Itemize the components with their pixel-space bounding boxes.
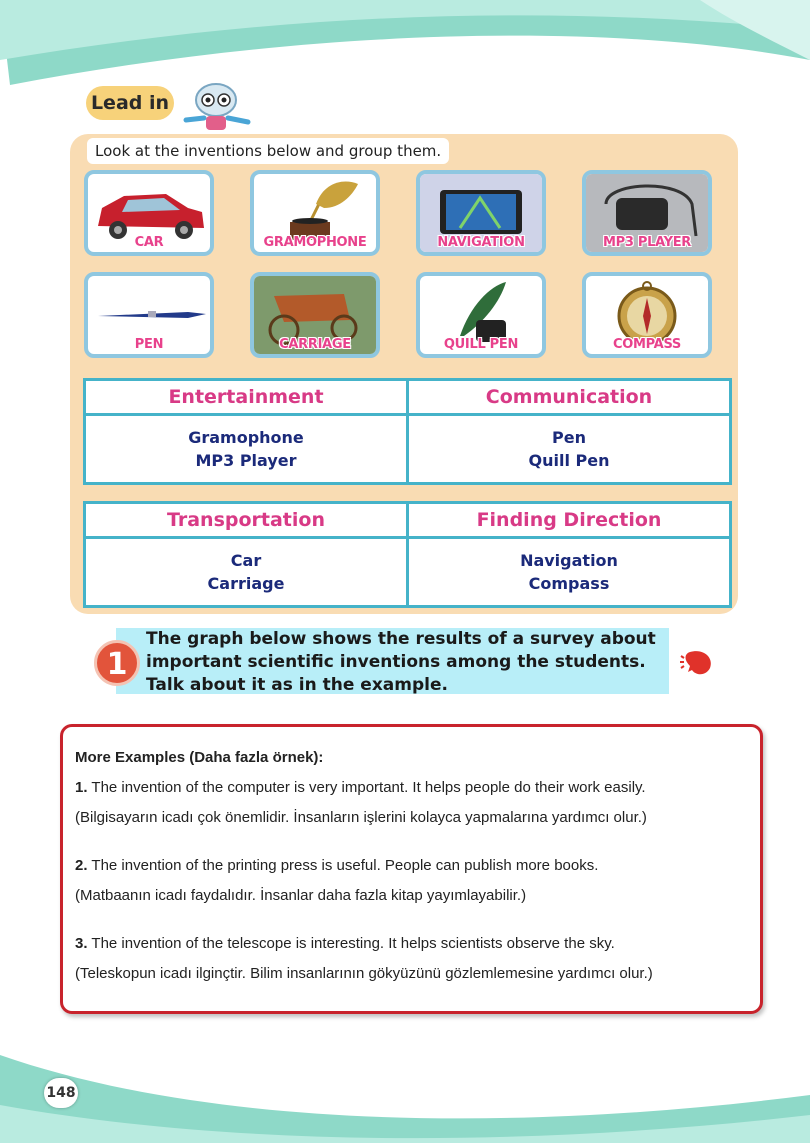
example-1-en bbox=[75, 773, 755, 803]
group-items-entertainment bbox=[85, 415, 408, 484]
more-examples-box bbox=[60, 724, 763, 1014]
card-label: PEN bbox=[134, 337, 164, 352]
page-number: 148 bbox=[44, 1078, 78, 1108]
group-title-entertainment: Entertainment bbox=[85, 380, 408, 415]
card-label: CAR bbox=[134, 235, 164, 250]
group-table-top bbox=[83, 378, 732, 485]
speaking-icon bbox=[680, 648, 714, 676]
invention-card-compass bbox=[582, 272, 712, 358]
card-label: NAVIGATION bbox=[437, 235, 525, 250]
group-item: Gramophone bbox=[188, 428, 304, 447]
invention-card-navigation bbox=[416, 170, 546, 256]
card-label: COMPASS bbox=[613, 337, 681, 352]
group-title-transportation: Transportation bbox=[85, 503, 408, 538]
lead-in-badge: Lead in bbox=[86, 86, 174, 120]
card-label: QUILL PEN bbox=[443, 337, 519, 352]
task-number-badge: 1 bbox=[94, 640, 140, 686]
examples-title: More Examples (Daha fazla örnek): bbox=[75, 749, 324, 766]
example-number: 1. bbox=[75, 779, 88, 796]
group-title-finding-direction: Finding Direction bbox=[408, 503, 731, 538]
group-table-bottom bbox=[83, 501, 732, 608]
group-item: Pen bbox=[552, 428, 586, 447]
task-line: Talk about it as in the example. bbox=[146, 675, 448, 695]
card-label: MP3 PLAYER bbox=[603, 235, 691, 250]
group-title-communication: Communication bbox=[408, 380, 731, 415]
bottom-banner bbox=[0, 1055, 810, 1143]
invention-card-quill-pen bbox=[416, 272, 546, 358]
group-items-communication bbox=[408, 415, 731, 484]
group-item: MP3 Player bbox=[195, 451, 297, 470]
example-1-tr: (Bilgisayarın icadı çok önemlidir. İnsanların işlerini kolayca yapmalarına yardımcı olur.) bbox=[75, 809, 647, 826]
group-item: Car bbox=[230, 551, 262, 570]
card-label: GRAMOPHONE bbox=[263, 235, 367, 250]
group-items-finding-direction bbox=[408, 538, 731, 607]
example-2-en bbox=[75, 851, 755, 881]
group-item: Carriage bbox=[207, 574, 285, 593]
example-3-en bbox=[75, 929, 755, 959]
invention-card-car bbox=[84, 170, 214, 256]
example-text: The invention of the computer is very important. It helps people do their work easily. bbox=[91, 779, 646, 796]
example-2-tr: (Matbaanın icadı faydalıdır. İnsanlar daha fazla kitap yayımlayabilir.) bbox=[75, 887, 527, 904]
example-number: 3. bbox=[75, 935, 88, 952]
group-items-transportation bbox=[85, 538, 408, 607]
group-item: Navigation bbox=[520, 551, 618, 570]
invention-card-gramophone bbox=[250, 170, 380, 256]
example-number: 2. bbox=[75, 857, 88, 874]
group-item: Compass bbox=[528, 574, 610, 593]
example-3-tr: (Teleskopun icadı ilginçtir. Bilim insanlarının gökyüzünü gözlemlemesine yardımcı olur.) bbox=[75, 965, 653, 982]
invention-card-mp3-player bbox=[582, 170, 712, 256]
group-item: Quill Pen bbox=[528, 451, 610, 470]
top-banner bbox=[0, 0, 810, 90]
example-text: The invention of the printing press is useful. People can publish more books. bbox=[91, 857, 599, 874]
robot-mascot-icon bbox=[176, 80, 256, 136]
invention-card-carriage bbox=[250, 272, 380, 358]
task-instructions bbox=[146, 628, 666, 697]
instruction-text: Look at the inventions below and group them. bbox=[87, 138, 449, 164]
example-text: The invention of the telescope is interesting. It helps scientists observe the sky. bbox=[91, 935, 615, 952]
task-line: The graph below shows the results of a survey about bbox=[146, 629, 656, 649]
task-line: important scientific inventions among the students. bbox=[146, 652, 646, 672]
card-label: CARRIAGE bbox=[279, 337, 351, 352]
invention-card-pen bbox=[84, 272, 214, 358]
